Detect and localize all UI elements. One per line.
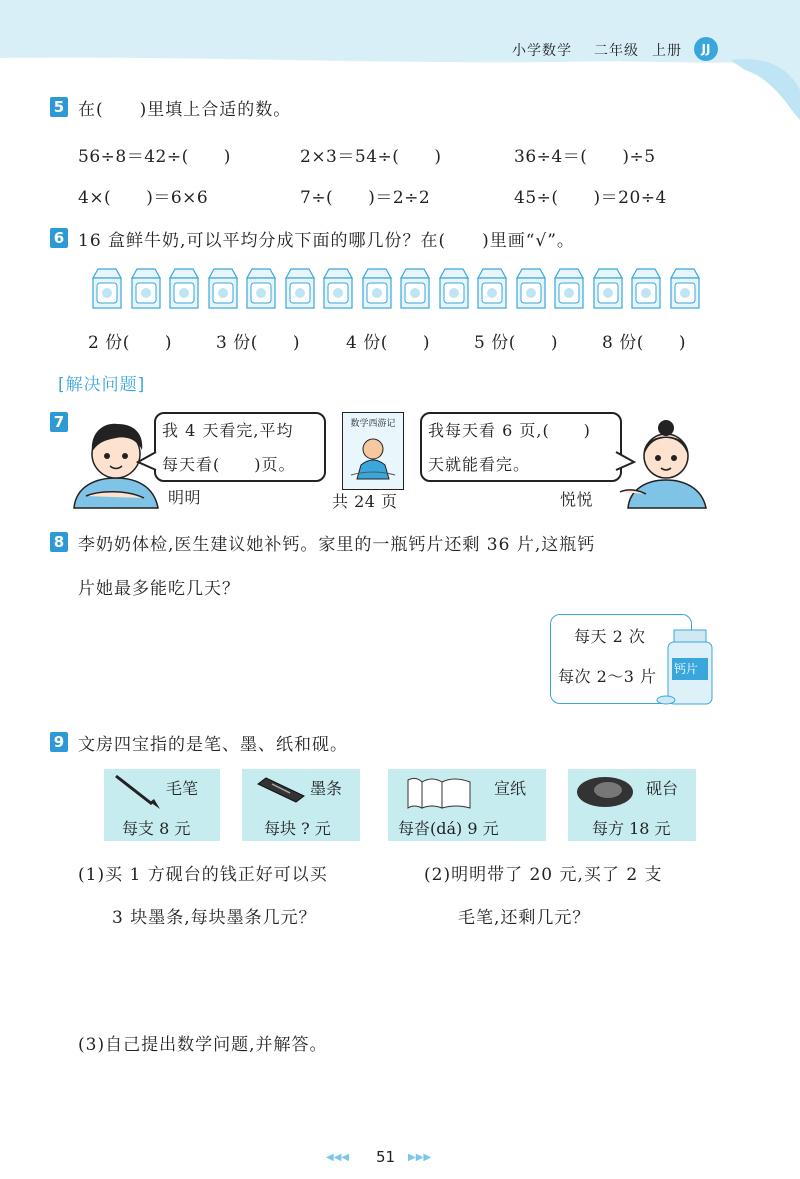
question-5-number: 5 bbox=[50, 97, 68, 117]
milk-carton-icon bbox=[552, 266, 586, 310]
item-name: 毛笔 bbox=[166, 779, 199, 798]
milk-carton-icon bbox=[129, 266, 163, 310]
header-volume: 上册 bbox=[652, 43, 682, 59]
q5-equation: 2×3＝54÷( ) bbox=[300, 147, 442, 167]
ink-stick-icon bbox=[254, 776, 306, 806]
inkstone-icon bbox=[574, 774, 636, 810]
question-8-line1: 李奶奶体检,医生建议她补钙。家里的一瓶钙片还剩 36 片,这瓶钙 bbox=[78, 535, 596, 555]
question-7-number: 7 bbox=[50, 412, 68, 432]
q9-sub1-line2: 3 块墨条,每块墨条几元？ bbox=[112, 908, 317, 928]
section-title: [解决问题] bbox=[58, 375, 146, 395]
milk-carton-icon bbox=[360, 266, 394, 310]
page-number: 51 bbox=[376, 1148, 396, 1166]
q9-sub2-line2: 毛笔,还剩几元？ bbox=[458, 908, 591, 928]
dosage-line: 每天 2 次 bbox=[574, 627, 646, 646]
brush-icon bbox=[112, 772, 162, 810]
book-pages: 共 24 页 bbox=[332, 492, 398, 511]
milk-carton-icon bbox=[283, 266, 317, 310]
question-9-prompt: 文房四宝指的是笔、墨、纸和砚。 bbox=[78, 735, 348, 755]
edition-badge: JJ bbox=[694, 37, 718, 61]
book-title: 数学西游记 bbox=[350, 419, 396, 429]
milk-carton-icon bbox=[514, 266, 548, 310]
milk-cartons-row bbox=[90, 266, 710, 312]
q5-equation: 56÷8＝42÷( ) bbox=[78, 147, 231, 167]
name-mingming: 明明 bbox=[168, 488, 202, 507]
q6-option: 5 份( ) bbox=[474, 333, 558, 353]
bubble-left-line: 我 4 天看完,平均 bbox=[162, 421, 294, 440]
q9-sub3: (3)自己提出数学问题,并解答。 bbox=[78, 1035, 328, 1055]
girl-yueyue-illustration bbox=[618, 418, 714, 510]
q6-option: 3 份( ) bbox=[216, 333, 300, 353]
q6-option: 2 份( ) bbox=[88, 333, 172, 353]
milk-carton-icon bbox=[629, 266, 663, 310]
footer-left-arrows: ◀◀◀ bbox=[326, 1152, 350, 1163]
item-price: 每支 8 元 bbox=[122, 819, 191, 838]
item-price: 每方 18 元 bbox=[592, 819, 671, 838]
milk-carton-icon bbox=[437, 266, 471, 310]
q6-option: 4 份( ) bbox=[346, 333, 430, 353]
milk-carton-icon bbox=[668, 266, 702, 310]
milk-carton-icon bbox=[167, 266, 201, 310]
milk-carton-icon bbox=[398, 266, 432, 310]
speech-bubble-tail bbox=[136, 450, 158, 474]
milk-carton-icon bbox=[206, 266, 240, 310]
milk-carton-icon bbox=[321, 266, 355, 310]
bubble-left-line: 每天看( )页。 bbox=[162, 455, 296, 474]
header-subject: 小学数学 bbox=[512, 43, 572, 59]
question-5-prompt: 在( )里填上合适的数。 bbox=[78, 100, 292, 120]
question-8-number: 8 bbox=[50, 532, 68, 552]
milk-carton-icon bbox=[475, 266, 509, 310]
q5-equation: 45÷( )＝20÷4 bbox=[514, 188, 667, 208]
header-grade: 二年级 bbox=[594, 43, 639, 59]
q9-sub1-line1: (1)买 1 方砚台的钱正好可以买 bbox=[78, 865, 328, 885]
name-yueyue: 悦悦 bbox=[560, 490, 594, 509]
dosage-line: 每次 2～3 片 bbox=[558, 667, 657, 686]
item-price: 每块 ? 元 bbox=[264, 819, 331, 838]
q9-sub2-line1: (2)明明带了 20 元,买了 2 支 bbox=[424, 865, 663, 885]
milk-carton-icon bbox=[591, 266, 625, 310]
bubble-right-line: 我每天看 6 页,( ) bbox=[428, 421, 591, 440]
q6-option: 8 份( ) bbox=[602, 333, 686, 353]
question-6-prompt: 16 盒鲜牛奶,可以平均分成下面的哪几份？在( )里画“√”。 bbox=[78, 231, 575, 251]
milk-carton-icon bbox=[90, 266, 124, 310]
item-name: 宣纸 bbox=[494, 779, 527, 798]
question-9-number: 9 bbox=[50, 732, 68, 752]
bubble-right-line: 天就能看完。 bbox=[428, 455, 531, 474]
q5-equation: 4×( )＝6×6 bbox=[78, 188, 209, 208]
q5-equation: 36÷4＝( )÷5 bbox=[514, 147, 656, 167]
monkey-king-icon bbox=[343, 429, 403, 485]
question-8-line2: 片她最多能吃几天？ bbox=[78, 579, 240, 599]
bottle-label: 钙片 bbox=[674, 662, 699, 676]
question-6-number: 6 bbox=[50, 228, 68, 248]
rice-paper-icon bbox=[402, 774, 476, 812]
book-cover bbox=[342, 412, 404, 490]
q5-equation: 7÷( )＝2÷2 bbox=[300, 188, 431, 208]
item-name: 墨条 bbox=[310, 779, 343, 798]
item-name: 砚台 bbox=[646, 779, 679, 798]
footer-right-arrows: ▶▶▶ bbox=[408, 1152, 432, 1163]
item-price: 每沓(dá) 9 元 bbox=[398, 819, 499, 838]
milk-carton-icon bbox=[244, 266, 278, 310]
